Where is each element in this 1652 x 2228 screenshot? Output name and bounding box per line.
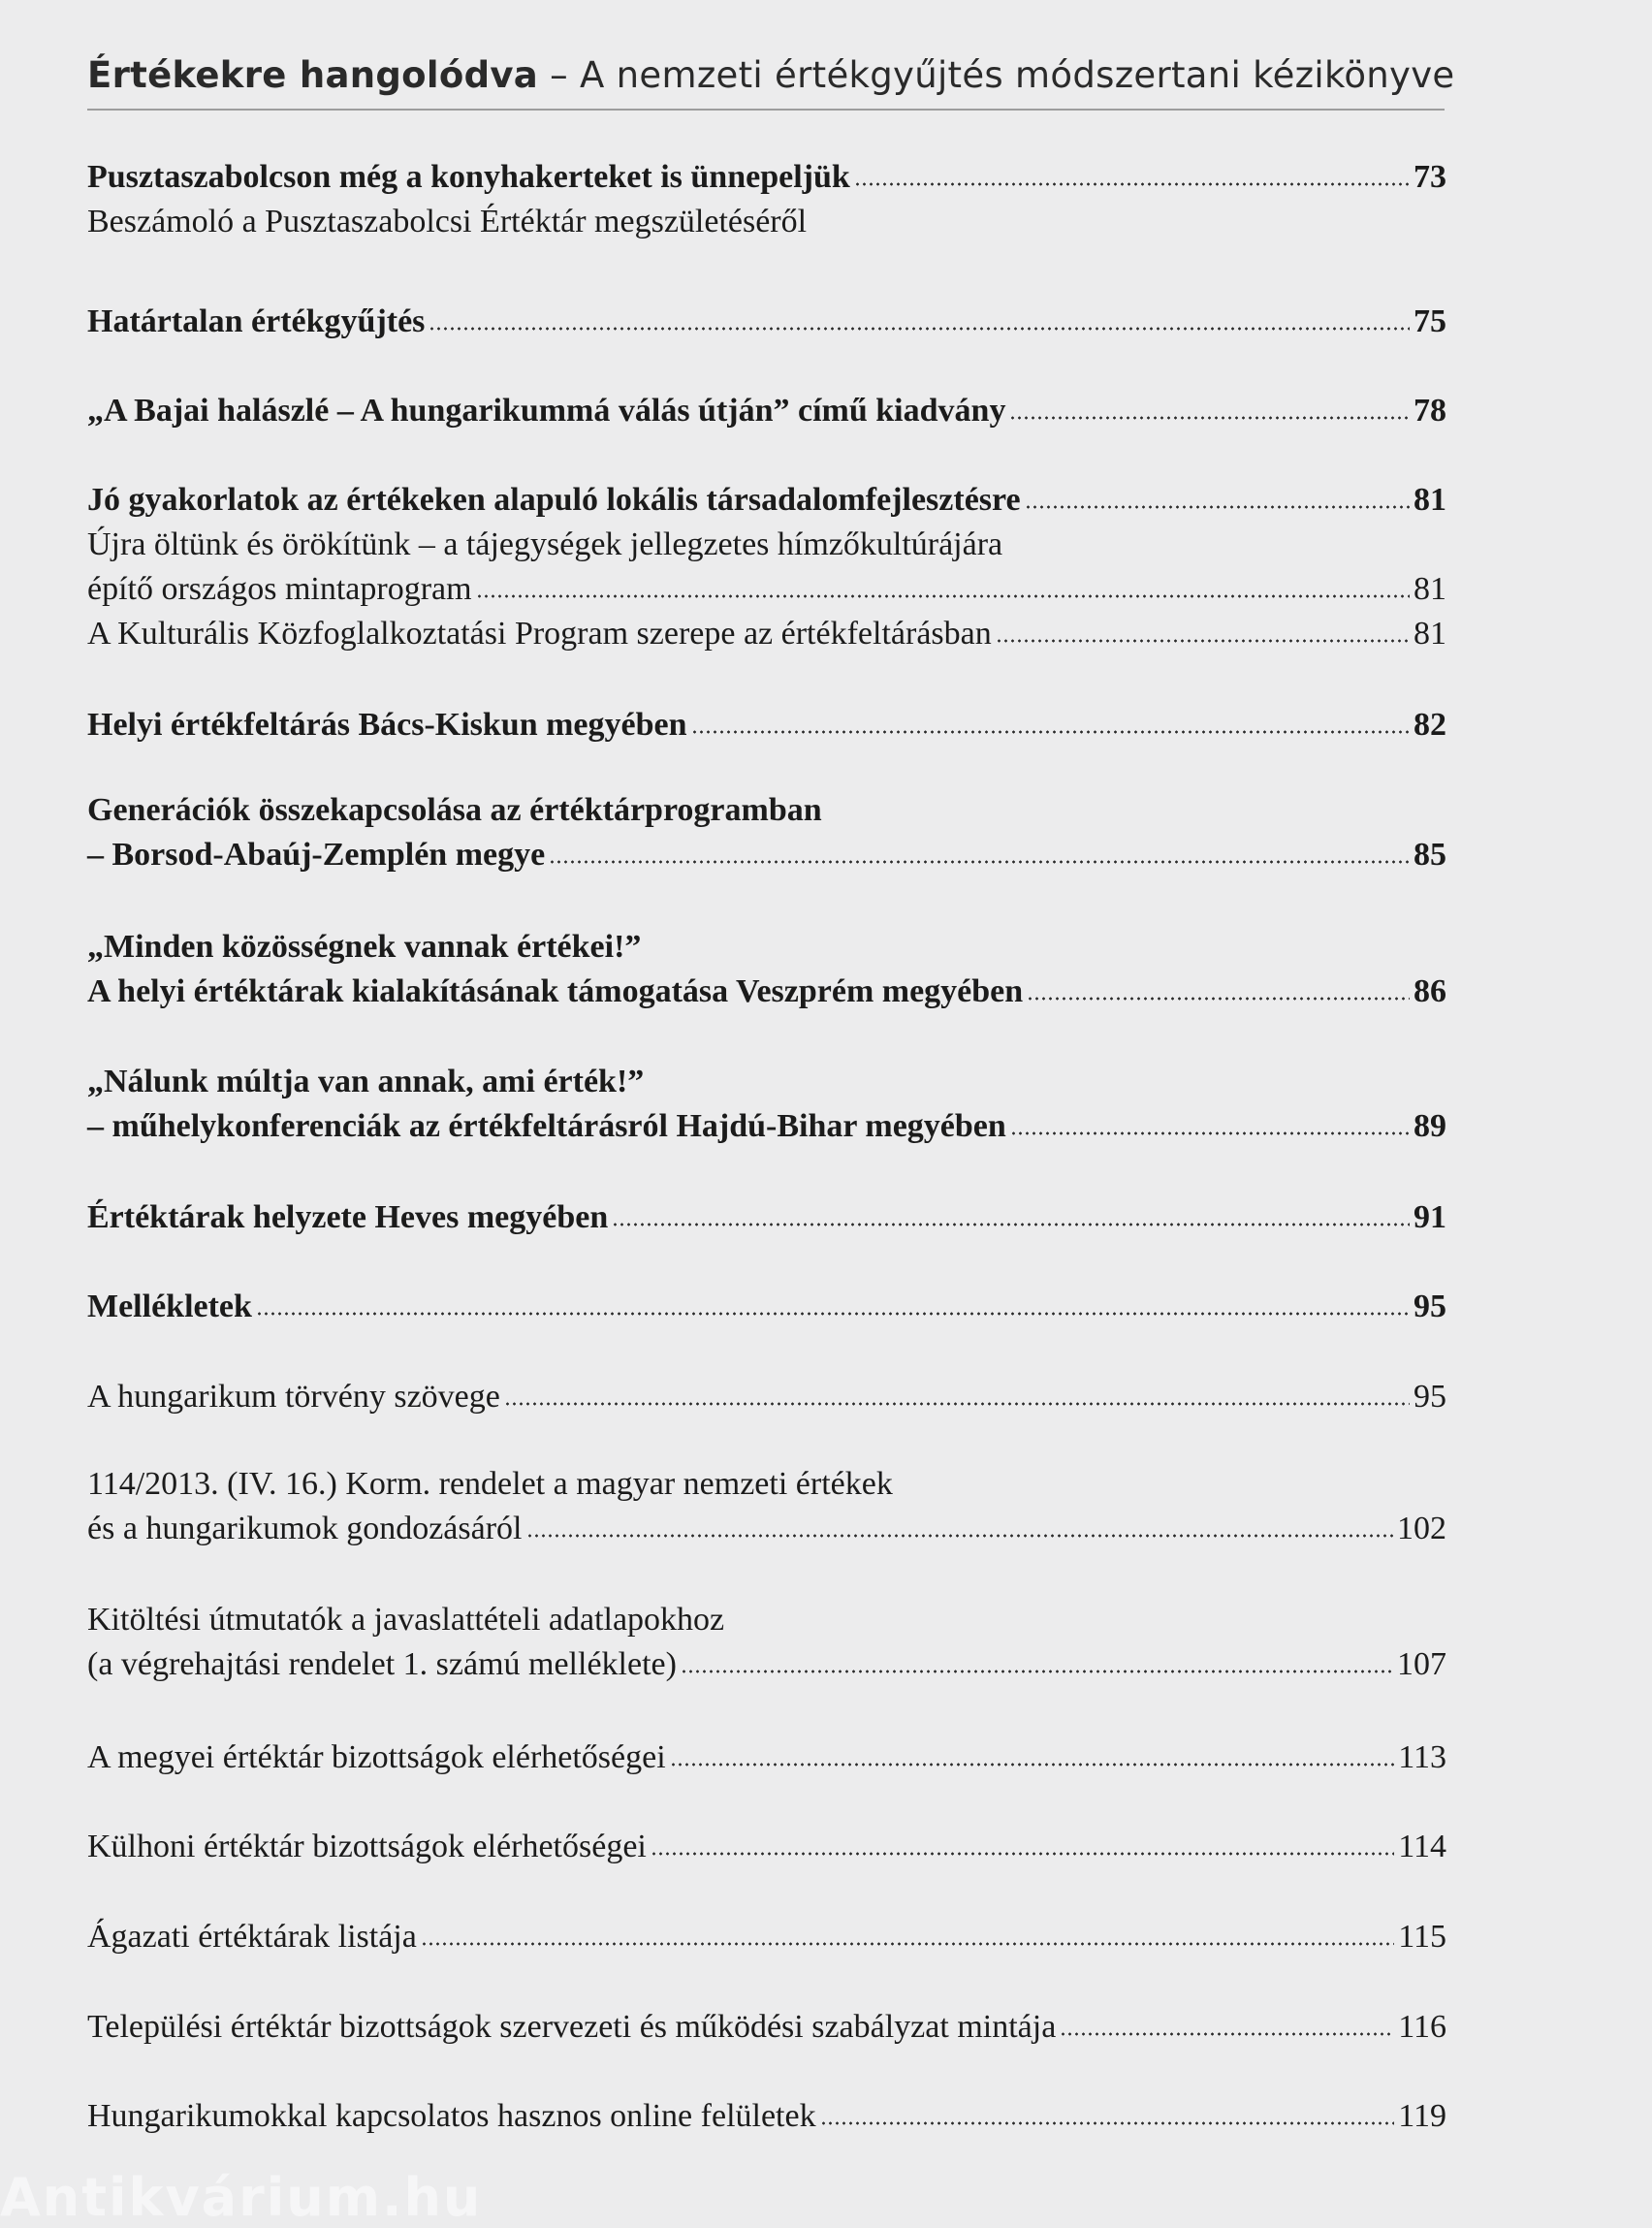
toc-entry-title: 114/2013. (IV. 16.) Korm. rendelet a magyar nemzeti értékek — [87, 1466, 893, 1502]
leader-dots — [504, 1397, 1410, 1407]
leader-dots — [996, 634, 1410, 644]
page-number: 85 — [1414, 837, 1446, 873]
leader-dots — [1025, 500, 1410, 510]
page-number: 102 — [1397, 1511, 1446, 1546]
leader-dots — [256, 1307, 1410, 1317]
page-number: 95 — [1414, 1289, 1446, 1324]
toc-entry — [87, 155, 1446, 244]
leader-dots — [421, 1937, 1394, 1947]
leader-dots — [1010, 1127, 1410, 1136]
leader-dots — [651, 1847, 1394, 1857]
leader-dots — [1027, 992, 1410, 1002]
toc-entry — [87, 389, 1446, 433]
leader-dots — [691, 725, 1410, 735]
toc-entry-title: Jó gyakorlatok az értékeken alapuló lokális társadalomfejlesztésre — [87, 482, 1021, 518]
leader-dots — [429, 322, 1410, 332]
leader-dots — [1060, 2027, 1394, 2037]
toc-entry — [87, 1375, 1446, 1419]
leader-dots — [854, 177, 1410, 187]
toc-entry-title: Kitöltési útmutatók a javaslattételi adatlapokhoz — [87, 1602, 725, 1638]
toc-entry-title: Települési értéktár bizottságok szervezeti és működési szabályzat mintája — [87, 2009, 1057, 2045]
toc-entry-subtitle: A Kulturális Közfoglalkoztatási Program szerepe az értékfeltárásban — [87, 616, 992, 652]
toc-entry-title: Helyi értékfeltárás Bács-Kiskun megyében — [87, 707, 687, 743]
toc-entry — [87, 2005, 1446, 2050]
toc-entry-title: Hungarikumokkal kapcsolatos hasznos online felületek — [87, 2098, 816, 2134]
page-number: 95 — [1414, 1379, 1446, 1415]
page-number: 115 — [1398, 1919, 1446, 1955]
toc-entry-title: „A Bajai halászlé – A hungarikummá válás útján” című kiadvány — [87, 393, 1006, 429]
toc-entry — [87, 2094, 1446, 2139]
header-rule — [87, 109, 1445, 111]
toc-entry — [87, 1825, 1446, 1869]
leader-dots — [612, 1218, 1410, 1227]
toc-entry-title: A hungarikum törvény szövege — [87, 1379, 500, 1415]
toc-entry-title: „Nálunk múltja van annak, ami érték!” — [87, 1064, 645, 1099]
leader-dots — [526, 1529, 1394, 1539]
toc-entry — [87, 1598, 1446, 1687]
toc-entry-title: A helyi értéktárak kialakításának támogatása Veszprém megyében — [87, 973, 1024, 1009]
toc-entry — [87, 1195, 1446, 1240]
page-number: 116 — [1398, 2009, 1446, 2045]
page-number: 91 — [1414, 1199, 1446, 1235]
leader-dots — [681, 1665, 1393, 1674]
header-subtitle: – A nemzeti értékgyűjtés módszertani kézikönyve — [538, 54, 1455, 96]
leader-dots — [476, 589, 1410, 599]
toc-entry-title: Határtalan értékgyűjtés — [87, 303, 426, 339]
toc-entry-subtitle: építő országos mintaprogram — [87, 571, 472, 607]
toc-entry-title: Generációk összekapcsolása az értéktárprogramban — [87, 792, 822, 828]
toc-entry — [87, 1915, 1446, 1959]
page-number: 78 — [1414, 393, 1446, 429]
toc-entry-title: Értéktárak helyzete Heves megyében — [87, 1199, 609, 1235]
page-number: 81 — [1414, 616, 1446, 652]
toc-entry-title: „Minden közösségnek vannak értékei!” — [87, 929, 642, 965]
toc-entry-title: – műhelykonferenciák az értékfeltárásról Hajdú-Bihar megyében — [87, 1108, 1006, 1144]
page-number: 75 — [1414, 303, 1446, 339]
toc-entry-title: Mellékletek — [87, 1289, 252, 1324]
toc-entry-subtitle: Beszámoló a Pusztaszabolcsi Értéktár megszületéséről — [87, 204, 808, 239]
page-number: 82 — [1414, 707, 1446, 743]
page-number: 81 — [1414, 482, 1446, 518]
toc-entry-subtitle: Újra öltünk és örökítünk – a tájegységek jellegzetes hímzőkultúrájára — [87, 526, 1003, 562]
page-number: 113 — [1398, 1739, 1446, 1775]
toc-entry — [87, 788, 1446, 877]
leader-dots — [820, 2117, 1395, 2126]
header-title: Értékekre hangolódva — [87, 54, 539, 96]
page-number: 73 — [1414, 159, 1446, 195]
page-number: 107 — [1397, 1646, 1446, 1682]
page-number: 119 — [1398, 2098, 1446, 2134]
watermark: Antikvárium.hu — [0, 2167, 483, 2228]
leader-dots — [1009, 411, 1410, 421]
toc-entry-title: Pusztaszabolcson még a konyhakerteket is ünnepeljük — [87, 159, 850, 195]
toc-entry-title: – Borsod-Abaúj-Zemplén megye — [87, 837, 546, 873]
page-number: 114 — [1398, 1829, 1446, 1864]
running-header — [87, 54, 1455, 96]
page-number: 89 — [1414, 1108, 1446, 1144]
toc-entry-title: A megyei értéktár bizottságok elérhetőségei — [87, 1739, 666, 1775]
toc-entry — [87, 703, 1446, 748]
leader-dots — [549, 855, 1410, 865]
leader-dots — [670, 1758, 1395, 1767]
toc-entry — [87, 1285, 1446, 1329]
toc-entry-title: (a végrehajtási rendelet 1. számú melléklete) — [87, 1646, 677, 1682]
toc-entry-title: és a hungarikumok gondozásáról — [87, 1511, 523, 1546]
toc-entry-title: Külhoni értéktár bizottságok elérhetőségei — [87, 1829, 647, 1864]
toc-entry-title: Ágazati értéktárak listája — [87, 1919, 417, 1955]
toc-entry — [87, 300, 1446, 344]
page-number: 81 — [1414, 571, 1446, 607]
toc-entry — [87, 925, 1446, 1014]
page-number: 86 — [1414, 973, 1446, 1009]
toc-entry — [87, 1060, 1446, 1149]
toc-entry — [87, 1462, 1446, 1551]
toc-entry — [87, 478, 1446, 656]
toc-entry — [87, 1735, 1446, 1780]
